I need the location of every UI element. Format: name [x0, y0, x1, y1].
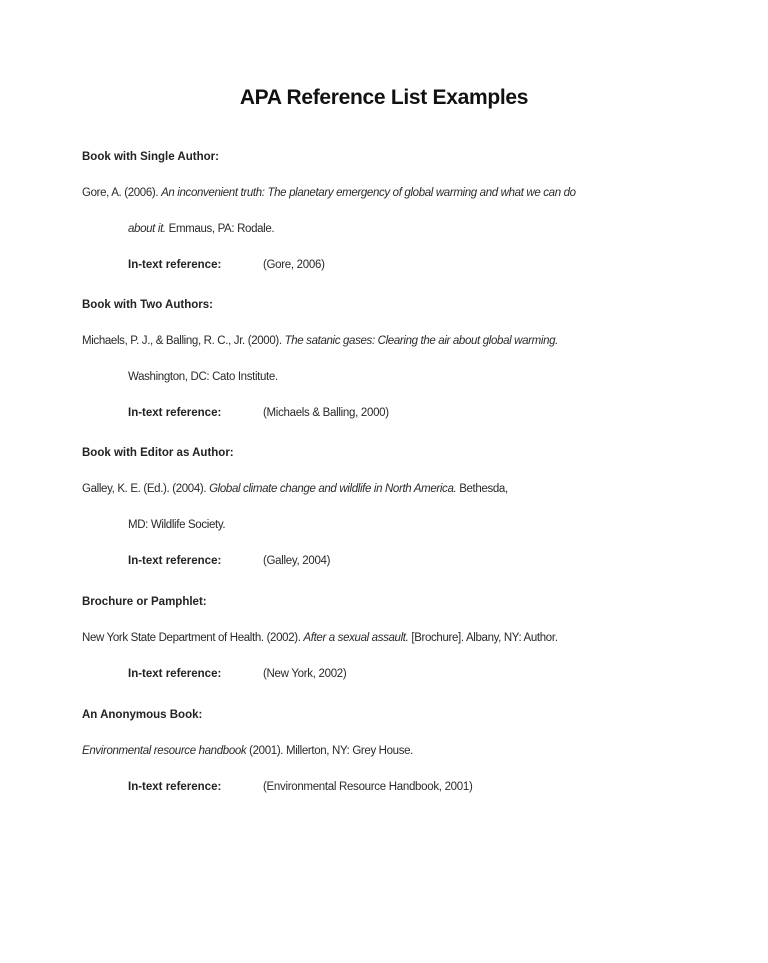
in-text-value: (Michaels & Balling, 2000) — [263, 407, 389, 419]
reference-line-continued — [82, 219, 722, 239]
section-heading: Book with Single Author: — [82, 151, 219, 163]
reference-title: Environmental resource handbook — [82, 745, 247, 757]
in-text-reference — [82, 551, 722, 571]
reference-section-two-authors — [82, 295, 722, 423]
in-text-value: (Environmental Resource Handbook, 2001) — [263, 781, 473, 793]
in-text-label: In-text reference: — [128, 407, 222, 419]
reference-text: Michaels, P. J., & Balling, R. C., Jr. (2000). — [82, 335, 285, 347]
reference-line — [82, 741, 722, 761]
in-text-label: In-text reference: — [128, 781, 222, 793]
in-text-reference — [82, 664, 722, 684]
reference-line-continued — [82, 515, 722, 535]
reference-title: After a sexual assault. — [303, 632, 409, 644]
reference-section-single-author — [82, 147, 722, 275]
reference-line-continued — [82, 367, 722, 387]
in-text-reference — [82, 777, 722, 797]
reference-text: Emmaus, PA: Rodale. — [165, 223, 275, 235]
reference-line — [82, 479, 722, 499]
reference-text-tail: (2001). Millerton, NY: Grey House. — [246, 745, 414, 757]
reference-line — [82, 183, 722, 203]
section-heading: An Anonymous Book: — [82, 709, 203, 721]
in-text-reference — [82, 403, 722, 423]
reference-text: Galley, K. E. (Ed.). (2004). — [82, 483, 210, 495]
section-heading: Brochure or Pamphlet: — [82, 596, 207, 608]
reference-text-tail: Bethesda, — [456, 483, 508, 495]
reference-line — [82, 331, 722, 351]
reference-section-editor-author — [82, 443, 722, 571]
reference-text: Gore, A. (2006). — [82, 187, 162, 199]
document-title: APA Reference List Examples — [239, 86, 529, 109]
reference-section-brochure — [82, 592, 722, 684]
reference-line — [82, 628, 722, 648]
in-text-label: In-text reference: — [128, 555, 222, 567]
section-heading: Book with Two Authors: — [82, 299, 213, 311]
reference-section-anonymous — [82, 705, 722, 797]
in-text-value: (Gore, 2006) — [263, 259, 325, 271]
reference-text-tail: [Brochure]. Albany, NY: Author. — [408, 632, 558, 644]
reference-title: Global climate change and wildlife in North America. — [209, 483, 457, 495]
in-text-value: (New York, 2002) — [263, 668, 347, 680]
reference-text: Washington, DC: Cato Institute. — [128, 371, 278, 383]
section-heading: Book with Editor as Author: — [82, 447, 234, 459]
reference-text: MD: Wildlife Society. — [128, 519, 226, 531]
in-text-label: In-text reference: — [128, 668, 222, 680]
reference-text: New York State Department of Health. (2002). — [82, 632, 304, 644]
in-text-value: (Galley, 2004) — [263, 555, 331, 567]
in-text-reference — [82, 255, 722, 275]
reference-title: about it. — [128, 223, 166, 235]
reference-title: The satanic gases: Clearing the air about global warming. — [284, 335, 559, 347]
in-text-label: In-text reference: — [128, 259, 222, 271]
reference-title: An inconvenient truth: The planetary emergency of global warming and what we can do — [161, 187, 576, 199]
